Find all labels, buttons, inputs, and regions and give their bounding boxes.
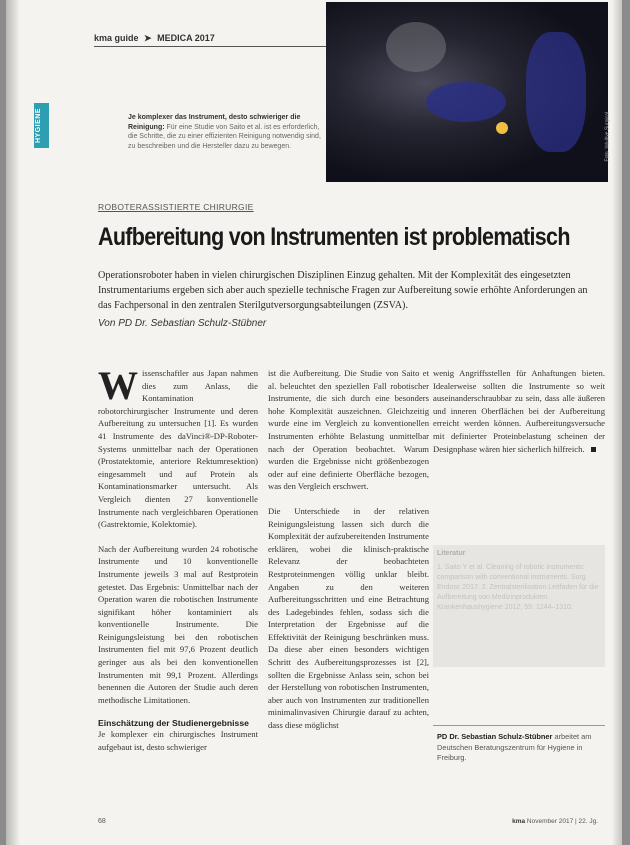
paragraph: Nach der Aufbereitung wurden 24 robotische Instrumente und 10 konventionelle Instrumente jeweils 3 mal auf Restprotein getestet. Das Ergebnis: Unmittelbar nach der Operation waren die robotischen Instrumente signifikant höher kontaminiert als konventionelle Instrumente. Die Reinigungsleistung bei den robotischen Instrumenten fiel mit 97,6 Prozent deutlich geringer aus als bei den konventionellen Instrumenten mit 99,1 Prozent. Allerdings benennen die Autoren der Studie auch deren methodische Limitationen. bbox=[98, 543, 258, 705]
footer-issue-text: November 2017 | 22. Jg. bbox=[525, 818, 598, 825]
header-arrow-icon: ➤ bbox=[144, 33, 152, 43]
page-fold-shadow bbox=[6, 0, 20, 845]
running-header bbox=[94, 33, 215, 44]
article-title: Aufbereitung von Instrumenten ist problematisch bbox=[98, 223, 570, 251]
paragraph: Wissenschaftler aus Japan nahmen dies zum Anlass, die Kontamination robotorchirurgischer Instrumente und deren Aufbereitung zu untersuchen [1]. Es wurden 41 Instrumente des daVinci®-DP-Roboter-Systems unmittelbar nach der Operationen (Prostatektomie, anteriore Rektumresektion) eingesammelt und auf Protein als Kontaminationsmarker untersucht. Als Vergleich dienten 27 konventionelle Instrumente nach vergleichbaren Operationen (Gastrektomie, Kolektomie). bbox=[98, 363, 258, 530]
author-note-text: arbeitet am Deutschen Beratungszentrum für Hygiene in Freiburg. bbox=[437, 732, 592, 762]
paragraph: ist die Aufbereitung. Die Studie von Saito et al. beleuchtet den speziellen Fall robotischer Instrumente, die sich durch eine besonders hohe Komplexität auszeichnen. Gleichzeitig wurde eine im Vergleich zu konventionellen Instrumenten erhöhte Belastung unmittelbar nach der Operation beobachtet. Warum wurden die Ergebnisse nicht größenbezogen oder auf eine definierte Oberfläche bezogen, was den Vergleich erschwert. bbox=[268, 368, 429, 492]
footer-issue bbox=[512, 818, 598, 825]
drop-cap: W bbox=[98, 363, 138, 408]
text-column-2 bbox=[268, 367, 429, 744]
header-section: MEDICA 2017 bbox=[157, 33, 215, 43]
article-author: Von PD Dr. Sebastian Schulz-Stübner bbox=[98, 318, 267, 329]
page-edge-shadow bbox=[612, 0, 622, 845]
photo-detail bbox=[426, 82, 506, 122]
text-column-3 bbox=[433, 367, 605, 467]
section-label: ROBOTERASSISTIERTE CHIRURGIE bbox=[98, 202, 254, 212]
page-number: 68 bbox=[98, 818, 106, 825]
caption-bold: Je komplexer das Instrument, desto schwieriger die Reinigung: bbox=[128, 114, 301, 131]
photo-caption bbox=[128, 113, 323, 151]
article-intro: Operationsroboter haben in vielen chirurgischen Disziplinen Einzug gehalten. Mit der Komplexität des eingesetzten Instrumentariums ergeben sich aber auch spezielle technische Fragen zur Aufbereitung sowie erhöhte Anforderungen an das Fachpersonal in den zentralen Sterilgutversorgungsabteilungen (ZSVA). bbox=[98, 270, 588, 311]
paragraph: Die Unterschiede in der relativen Reinigungsleistung lassen sich durch die Komplexität der aufzubereitenden Instrumente erklären, wobei die klinisch-praktische Relevanz der beobachteten Restproteinmengen völlig unklar bleibt. Angaben zu den weiteren Aufbereitungsschritten und eine Betrachtung des Ladegebindes fehlen, sodass sich die Interpretation der Ergebnisse auf die Effektivität der Reinigung beschränken muss. Da diese aber einen besonders wichtigen Schritt des Aufbereitungsprozesses ist [2], sollten die Ergebnisse Anlass sein, schon bei der Herstellung von robotischen Instrumenten, aber auch von Instrumenten zur traditionellen minimalinvasiven Chirurgie darauf zu achten, dass diese möglichst bbox=[268, 505, 429, 731]
author-note-rule bbox=[433, 725, 605, 726]
surgical-robot-photo bbox=[326, 2, 608, 182]
paragraph: Je komplexer ein chirurgisches Instrument aufgebaut ist, desto schwieriger bbox=[98, 729, 258, 753]
end-mark-icon bbox=[591, 447, 596, 452]
text-column-1 bbox=[98, 363, 258, 766]
header-brand: kma guide bbox=[94, 33, 139, 43]
literature-text: 1. Saito Y et al. Cleaning of robotic instruments: comparison with conventional instruments. Surg Endosc 2017. 2. Zentralsterilisation Leitfaden für die Aufbereitung von Medizinprodukten. Krankenhaushygiene 2012; 55: 1244–1310. bbox=[437, 564, 599, 611]
photo-credit: Foto: Intuitive Surgical bbox=[604, 112, 610, 162]
footer-brand: kma bbox=[512, 818, 526, 825]
side-tab-label: HYGIENE bbox=[35, 107, 42, 143]
author-note bbox=[437, 732, 601, 764]
magazine-page bbox=[6, 0, 622, 845]
photo-detail bbox=[526, 32, 586, 152]
photo-detail bbox=[386, 22, 446, 72]
subheading: Einschätzung der Studienergebnisse bbox=[98, 718, 249, 729]
literature-title: Literatur bbox=[437, 550, 466, 557]
section-side-tab bbox=[34, 103, 49, 148]
caption-text: Für eine Studie von Saito et al. ist es erforderlich, die Schritte, die zu einer effizienten Reinigung notwendig sind, zu beschreiben und die Hersteller dazu zu bewegen. bbox=[128, 123, 321, 150]
photo-detail bbox=[496, 122, 508, 134]
header-rule bbox=[94, 46, 326, 47]
author-note-name: PD Dr. Sebastian Schulz-Stübner bbox=[437, 732, 553, 741]
paragraph: wenig Angriffsstellen für Anhaftungen bieten. Idealerweise sollten die Instrumente so weit auseinanderschraubbar zu sein, dass alle äußeren und inneren Oberflächen bei der Aufbereitung erreicht werden können. Aufbereitungsversuche mit definierter Proteinbelastung scheinen der Designphase wären hier sicherlich hilfreich. bbox=[433, 368, 605, 454]
